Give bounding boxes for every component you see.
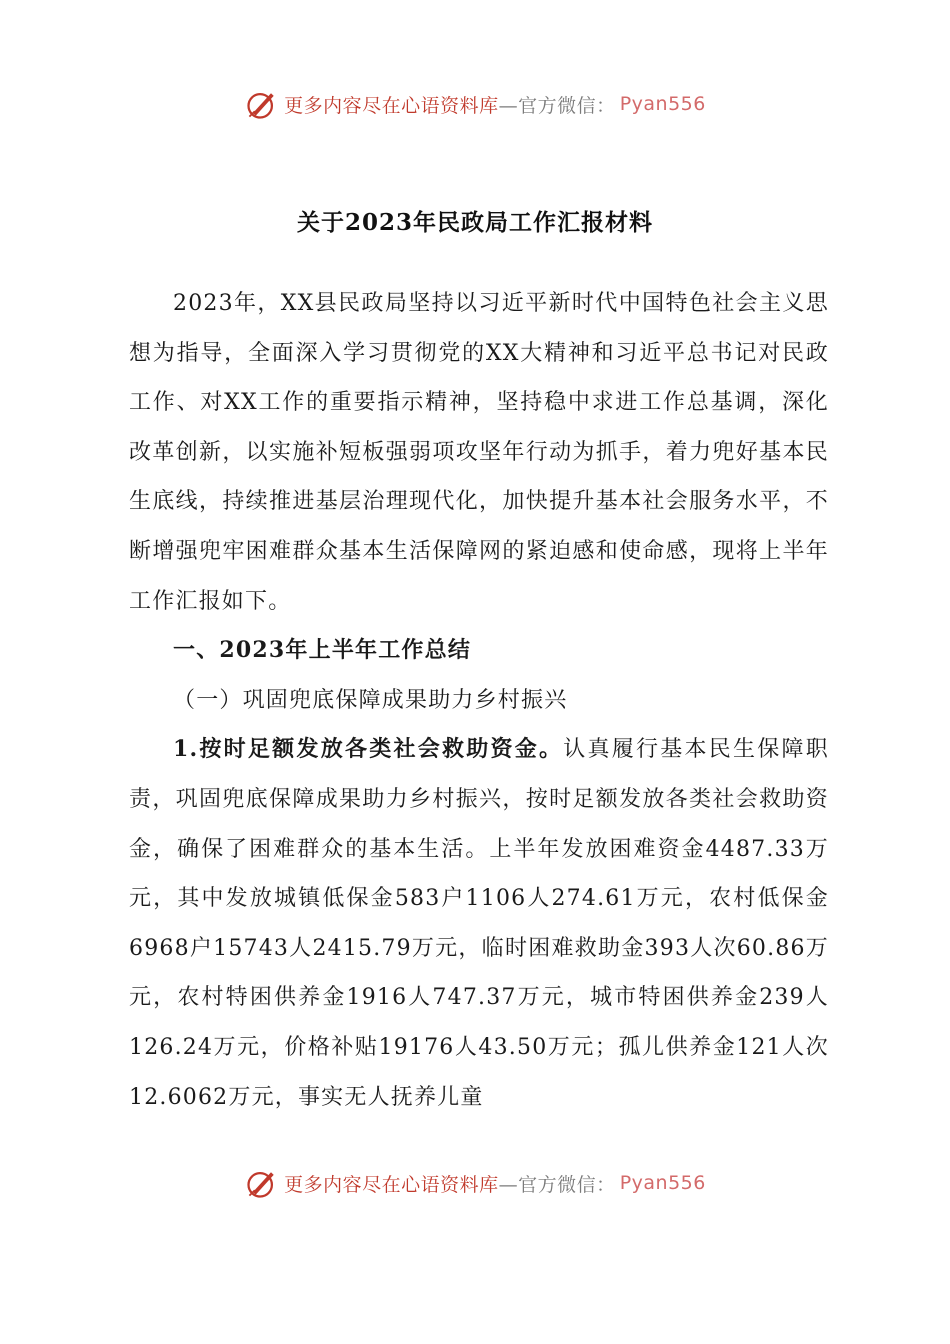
quill-logo-icon: [244, 86, 280, 122]
banner-wechat-label: —官方微信：: [498, 1173, 616, 1196]
document-body: [129, 279, 829, 1122]
footer-watermark-banner: [0, 1163, 950, 1203]
banner-site-text: 更多内容尽在心语资料库: [284, 94, 499, 117]
item-lead: 1.按时足额发放各类社会救助资金。: [173, 736, 564, 763]
item-body: 认真履行基本民生保障职责，巩固兜底保障成果助力乡村振兴，按时足额发放各类社会救助资金，确保了困难群众的基本生活。上半年发放困难资金4487.33万元，其中发放城镇低保金583户1106人274.61万元，农村低保金6968户15743人2415.79万元，临时困难救助金393人次60.86万元，农村特困供养金1916人747.37万元，城市特困供养金239人126.24万元，价格补贴19176人43.50万元；孤儿供养金121人次12.6062万元，事实无人抚养儿童: [129, 737, 829, 1110]
item-paragraph: [129, 725, 829, 1122]
document-title: 关于2023年民政局工作汇报材料: [296, 209, 653, 236]
banner-site-text: 更多内容尽在心语资料库: [284, 1173, 499, 1196]
subsection-heading: （一）巩固兜底保障成果助力乡村振兴: [173, 687, 568, 713]
banner-wechat-id: Pyan556: [619, 1172, 706, 1194]
banner-wechat-label: —官方微信：: [498, 94, 616, 117]
section-heading: 一、2023年上半年工作总结: [173, 637, 472, 664]
header-watermark-banner: [0, 84, 950, 124]
banner-wechat-id: Pyan556: [619, 93, 706, 115]
quill-logo-icon: [244, 1165, 280, 1201]
intro-paragraph: 2023年，XX县民政局坚持以习近平新时代中国特色社会主义思想为指导，全面深入学习贯彻党的XX大精神和习近平总书记对民政工作、对XX工作的重要指示精神，坚持稳中求进工作总基调，深化改革创新，以实施补短板强弱项攻坚年行动为抓手，着力兜好基本民生底线，持续推进基层治理现代化，加快提升基本社会服务水平，不断增强兜牢困难群众基本生活保障网的紧迫感和使命感，现将上半年工作汇报如下。: [129, 291, 829, 614]
